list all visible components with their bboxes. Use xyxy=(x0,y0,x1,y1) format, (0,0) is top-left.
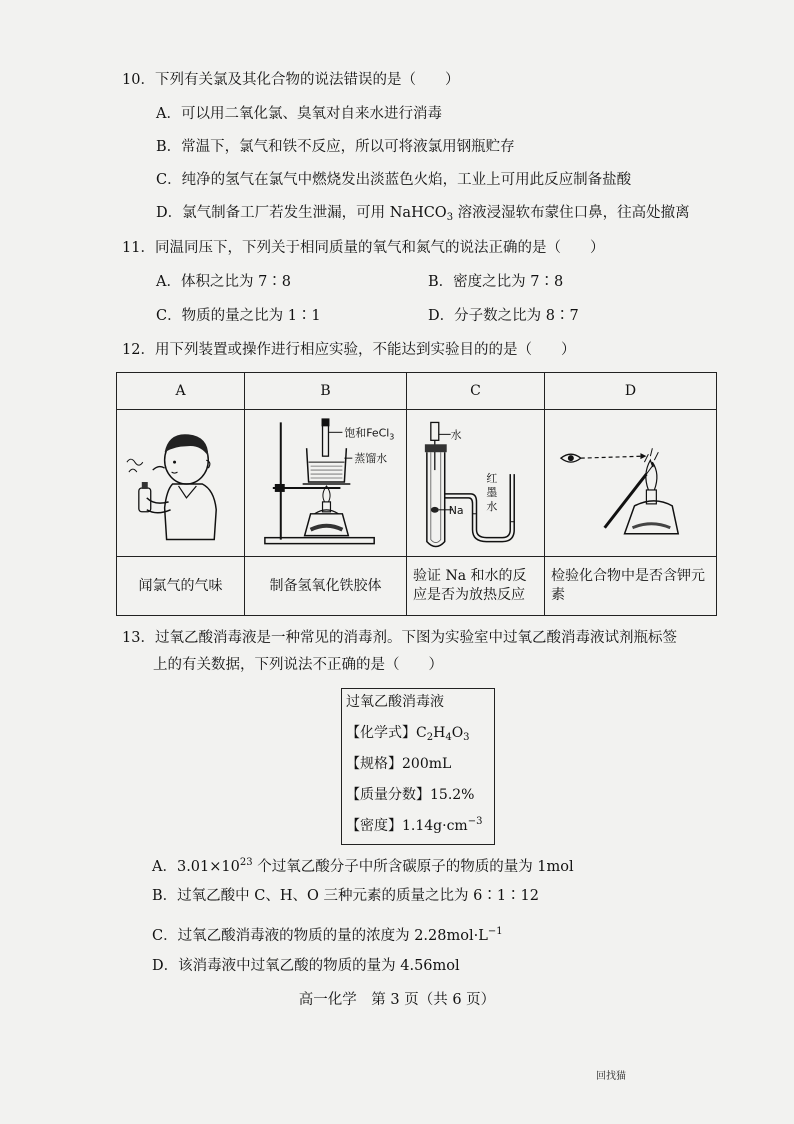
figure-c-label-na: Na xyxy=(448,503,464,517)
q13-c-text: C．过氧乙酸消毒液的物质的量的浓度为 2.28mol·L xyxy=(152,928,488,944)
density-text: 【密度】1.14g·cm xyxy=(346,818,468,834)
formula-sub-4: 4 xyxy=(445,732,452,743)
figure-c-label-ink-1: 红 xyxy=(486,472,498,486)
q10-option-a: A．可以用二氧化氯、臭氧对自来水进行消毒 xyxy=(156,106,442,122)
q13-a-text: A．3.01×10 xyxy=(152,859,240,875)
page-footer: 高一化学 第 3 页（共 6 页） xyxy=(298,992,496,1008)
figure-a-smelling-gas xyxy=(117,410,245,557)
caption-c: 验证 Na 和水的反应是否为放热反应 xyxy=(407,557,545,616)
q13-stem-line1: 13．过氧乙酸消毒液是一种常见的消毒剂。下图为实验室中过氧乙酸消毒液试剂瓶标签 xyxy=(122,630,677,646)
q11-option-d: D．分子数之比为 8∶7 xyxy=(428,308,579,324)
q13-stem-line2: 上的有关数据，下列说法不正确的是（ ） xyxy=(153,657,443,673)
figure-c-label-ink-3: 水 xyxy=(486,499,498,513)
q13-option-b: B．过氧乙酸中 C、H、O 三种元素的质量之比为 6∶1∶12 xyxy=(152,888,540,904)
q13-option-c xyxy=(152,922,503,946)
reagent-label-formula xyxy=(346,722,470,743)
caption-d: 检验化合物中是否含钾元素 xyxy=(545,557,717,616)
q10-d-text: D．氯气制备工厂若发生泄漏，可用 NaHCO xyxy=(156,205,447,221)
figure-b-colloid-setup xyxy=(245,410,407,557)
q13-a-sup: 23 xyxy=(239,857,253,868)
reagent-label-title: 过氧乙酸消毒液 xyxy=(346,694,444,710)
q13-a-text-end: 个过氧乙酸分子中所含碳原子的物质的量为 1mol xyxy=(252,859,574,875)
figure-c-label-ink-2: 墨 xyxy=(486,485,498,499)
q10-d-sub: 3 xyxy=(446,212,454,223)
q13-option-d: D．该消毒液中过氧乙酸的物质的量为 4.56mol xyxy=(152,958,460,974)
q10-option-d xyxy=(156,203,690,228)
caption-a: 闻氯气的气味 xyxy=(117,557,245,616)
test-tube-u-tube-illustration xyxy=(407,410,544,556)
q10-option-c: C．纯净的氢气在氯气中燃烧发出淡蓝色火焰，工业上可用此反应制备盐酸 xyxy=(156,172,632,188)
q13-option-a xyxy=(152,853,574,877)
col-header-d: D xyxy=(545,373,717,410)
formula-h: H xyxy=(433,725,446,741)
formula-sub-2: 2 xyxy=(426,732,434,743)
col-header-b: B xyxy=(245,373,407,410)
flame-test-illustration xyxy=(545,410,716,556)
q10-d-text-end: 溶液浸湿软布蒙住口鼻，往高处撤离 xyxy=(453,205,690,221)
col-header-a: A xyxy=(117,373,245,410)
figure-c-na-water-setup xyxy=(407,410,545,557)
reagent-label-spec: 【规格】200mL xyxy=(346,756,452,772)
figure-d-flame-test xyxy=(545,410,717,557)
q10-stem: 10．下列有关氯及其化合物的说法错误的是（ ） xyxy=(122,72,460,88)
q11-option-c: C．物质的量之比为 1∶1 xyxy=(156,308,321,324)
figure-b-label-fecl3: 饱和FeCl$_3$ xyxy=(344,426,395,442)
figure-c-label-water: 水 xyxy=(450,428,462,442)
corner-stamp: 回找猫 xyxy=(596,1071,626,1082)
q10-option-b: B．常温下，氯气和铁不反应，所以可将液氯用钢瓶贮存 xyxy=(156,139,515,155)
col-header-c: C xyxy=(407,373,545,410)
q11-option-a: A．体积之比为 7∶8 xyxy=(156,274,292,290)
formula-sub-3: 3 xyxy=(463,732,470,743)
formula-c: 【化学式】C xyxy=(346,725,427,741)
q12-stem: 12．用下列装置或操作进行相应实验，不能达到实验目的的是（ ） xyxy=(122,342,576,358)
experiment-table xyxy=(116,372,717,616)
reagent-label-box xyxy=(341,688,495,845)
q11-stem: 11．同温同压下，下列关于相同质量的氧气和氮气的说法正确的是（ ） xyxy=(122,240,605,256)
formula-o: O xyxy=(451,725,464,741)
iron-stand-beaker-illustration xyxy=(245,410,406,556)
reagent-label-density xyxy=(346,815,482,835)
boy-smelling-illustration xyxy=(117,410,244,556)
figure-b-label-water: 蒸馏水 xyxy=(354,452,388,466)
density-sup: −3 xyxy=(467,816,483,827)
reagent-label-mass-fraction: 【质量分数】15.2% xyxy=(346,787,475,803)
q13-c-sup: −1 xyxy=(487,926,503,937)
caption-b: 制备氢氧化铁胶体 xyxy=(245,557,407,616)
q11-option-b: B．密度之比为 7∶8 xyxy=(428,274,564,290)
